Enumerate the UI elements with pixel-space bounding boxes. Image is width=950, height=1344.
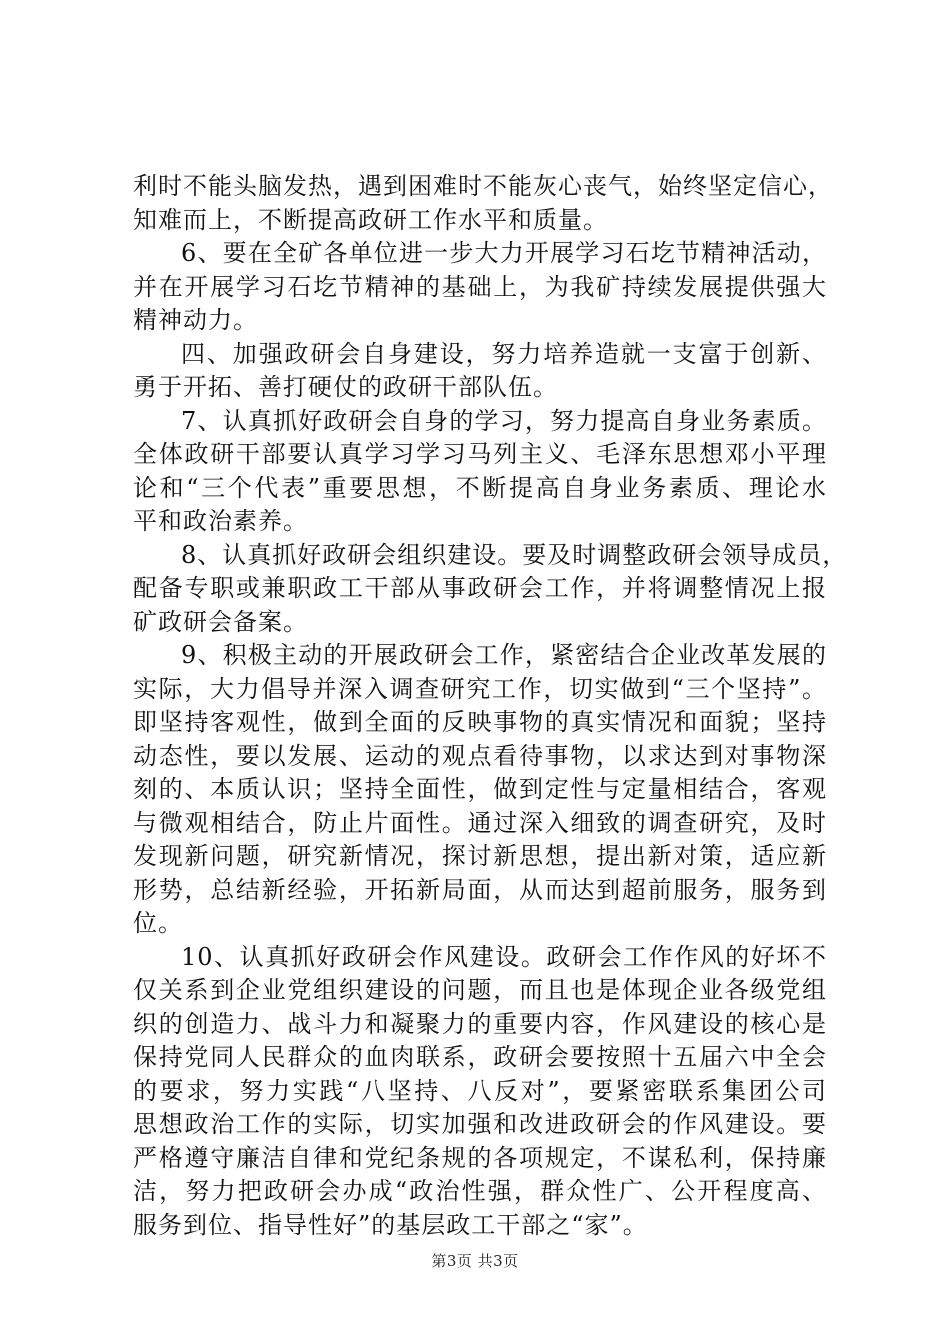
body-text	[133, 170, 848, 1242]
text-line: 保持党同人民群众的血肉联系，政研会要按照十五届六中全会	[133, 1043, 827, 1071]
text-line: 动态性，要以发展、运动的观点看待事物，以求达到对事物深	[133, 741, 827, 770]
text-line: 7、认真抓好政研会自身的学习，努力提高自身业务素质。	[181, 406, 827, 435]
text-line: 织的创造力、战斗力和凝聚力的重要内容，作风建设的核心是	[133, 1009, 827, 1038]
text-line: 10、认真抓好政研会作风建设。政研会工作作风的好坏不	[181, 942, 827, 971]
text-line: 配备专职或兼职政工干部从事政研会工作，并将调整情况上报	[133, 574, 827, 602]
text-line: 平和政治素养。	[133, 507, 308, 535]
text-line: 知难而上，不断提高政研工作水平和质量。	[133, 205, 608, 234]
text-line: 6、要在全矿各单位进一步大力开展学习石圪节精神活动，	[181, 239, 827, 267]
text-line: 位。	[133, 909, 183, 937]
text-line: 严格遵守廉洁自律和党纪条规的各项规定，不谋私利，保持廉	[133, 1143, 827, 1172]
text-line: 四、加强政研会自身建设，努力培养造就一支富于创新、	[181, 339, 827, 368]
text-line: 8、认真抓好政研会组织建设。要及时调整政研会领导成员，	[181, 540, 848, 569]
text-line: 形势，总结新经验，开拓新局面，从而达到超前服务，服务到	[133, 875, 827, 904]
text-line: 实际，大力倡导并深入调查研究工作，切实做到“三个坚持”。	[133, 674, 827, 703]
text-line: 思想政治工作的实际，切实加强和改进政研会的作风建设。要	[133, 1110, 827, 1138]
text-line: 即坚持客观性，做到全面的反映事物的真实情况和面貌；坚持	[133, 708, 827, 736]
text-line: 矿政研会备案。	[133, 607, 308, 636]
text-line: 洁，努力把政研会办成“政治性强，群众性广、公开程度高、	[133, 1177, 827, 1205]
text-line: 全体政研干部要认真学习学习马列主义、毛泽东思想邓小平理	[133, 440, 827, 468]
text-line: 仅关系到企业党组织建设的问题，而且也是体现企业各级党组	[133, 976, 827, 1004]
page-number-footer: 第3页 共3页	[431, 1252, 519, 1270]
text-line: 刻的、本质认识；坚持全面性，做到定性与定量相结合，客观	[133, 775, 827, 803]
text-line: 的要求，努力实践“八坚持、八反对”，要紧密联系集团公司	[133, 1076, 827, 1105]
text-line: 论和“三个代表”重要思想，不断提高自身业务素质、理论水	[133, 473, 827, 502]
text-line: 发现新问题，研究新情况，探讨新思想，提出新对策，适应新	[133, 842, 827, 870]
text-line: 勇于开拓、善打硬仗的政研干部队伍。	[133, 373, 558, 401]
text-line: 服务到位、指导性好”的基层政工干部之“家”。	[133, 1210, 648, 1239]
text-line: 利时不能头脑发热，遇到困难时不能灰心丧气，始终坚定信心，	[133, 172, 833, 200]
text-line: 9、积极主动的开展政研会工作，紧密结合企业改革发展的	[181, 641, 827, 669]
text-line: 与微观相结合，防止片面性。通过深入细致的调查研究，及时	[133, 808, 827, 837]
text-line: 精神动力。	[133, 306, 258, 334]
text-line: 并在开展学习石圪节精神的基础上，为我矿持续发展提供强大	[133, 272, 827, 301]
